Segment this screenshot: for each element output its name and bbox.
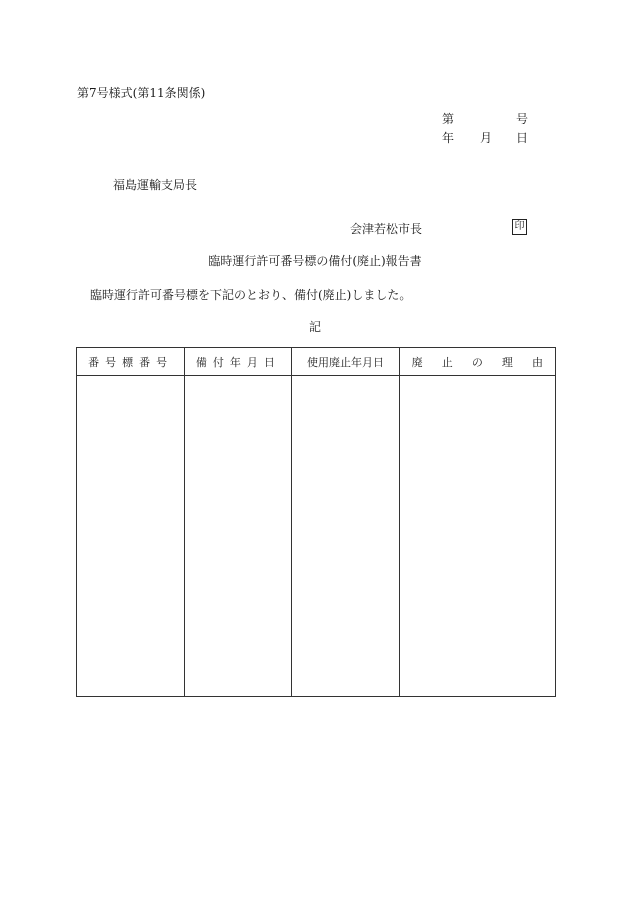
- number-suffix: 号: [515, 112, 528, 126]
- date-line: [442, 129, 528, 145]
- date-day: 日: [515, 131, 528, 145]
- cell-abolition-reason[interactable]: [399, 376, 555, 697]
- table-header-row: [77, 348, 556, 376]
- document-number-line: [442, 110, 528, 126]
- date-year: 年: [442, 131, 455, 145]
- header-plate-number: 番号標番号: [77, 348, 185, 376]
- body-text: 臨時運行許可番号標を下記のとおり、備付(廃止)しました。: [90, 288, 412, 302]
- date-month: 月: [480, 131, 493, 145]
- ki-label: 記: [308, 320, 321, 334]
- seal-icon: 印: [512, 219, 527, 235]
- reason-char: の: [471, 355, 483, 369]
- reason-char: 廃: [411, 355, 423, 369]
- addressee: 福島運輸支局長: [113, 178, 198, 192]
- document-title: 臨時運行許可番号標の備付(廃止)報告書: [208, 254, 422, 268]
- form-number: 第7号様式(第11条関係): [77, 86, 206, 100]
- reason-char: 理: [501, 355, 513, 369]
- table-row: [77, 376, 556, 697]
- cell-install-date[interactable]: [185, 376, 292, 697]
- sender: 会津若松市長: [350, 222, 423, 236]
- header-abolition-reason: [399, 348, 555, 376]
- header-install-date: 備付年月日: [185, 348, 292, 376]
- cell-abolition-date[interactable]: [292, 376, 399, 697]
- records-table: [76, 347, 556, 697]
- header-abolition-date: 使用廃止年月日: [292, 348, 399, 376]
- cell-plate-number[interactable]: [77, 376, 185, 697]
- reason-char: 止: [441, 355, 453, 369]
- number-prefix: 第: [442, 112, 455, 126]
- reason-char: 由: [532, 355, 543, 369]
